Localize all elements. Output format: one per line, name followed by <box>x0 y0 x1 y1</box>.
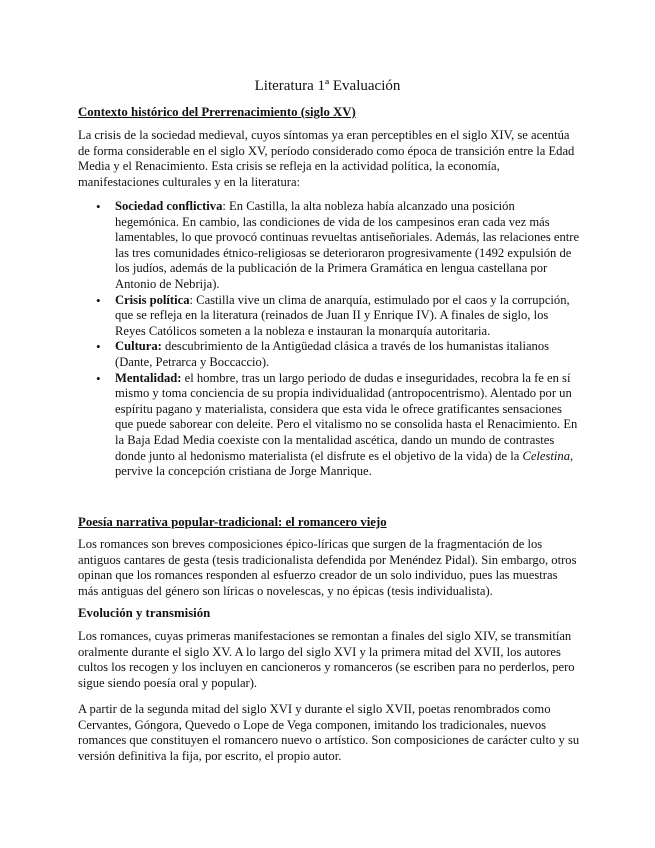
bullet-text: : En Castilla, la alta nobleza había alcanzado una posición hegemónica. En cambio, las condiciones de vida de los campesinos eran cada vez más lamentables, lo que provocó continuas revueltas antiseñoriales. Además, las relaciones entre las tres comunidades étnico-religiosas se deterioraron progresivamente (1492 expulsión de los judíos, además de la publicación de la Primera Gramática en lengua castellana por Antonio de Nebrija). <box>115 199 580 291</box>
evolucion-paragraph-2: A partir de la segunda mitad del siglo XVI y durante el siglo XVII, poetas renombrados como Cervantes, Góngora, Quevedo o Lope de Vega componen, imitando los tradicionales, nuevos romances que constituyen el romancero nuevo o artístico. Son composiciones de carácter culto y su versión definitiva la fija, por escrito, el propio autor. <box>78 702 580 763</box>
bullet-icon: • <box>96 339 101 355</box>
romancero-paragraph: Los romances son breves composiciones épico-líricas que surgen de la fragmentación de los antiguos cantares de gesta (tesis tradicionalista defendida por Menéndez Pidal). Sin embargo, otros opinan que los romances responden al esfuerzo creador de un solo individuo, pues las muestras más antiguas del género son líricas o novelescas, y no épicas (tesis individualista). <box>78 537 577 598</box>
bullet-term: Mentalidad: <box>115 370 182 385</box>
bullet-list <box>78 199 580 480</box>
bullet-text: descubrimiento de la Antigüedad clásica a través de los humanistas italianos (Dante, Petrarca y Boccaccio). <box>115 339 550 369</box>
section-heading-context: Contexto histórico del Prerrenacimiento (siglo XV) <box>78 105 356 119</box>
bullet-text-after: , pervive la concepción cristiana de Jorge Manrique. <box>115 448 574 479</box>
bullet-text: : Castilla vive un clima de anarquía, estimulado por el caos y la corrupción, que se refleja en la literatura (reinados de Juan II y Enrique IV). A finales de siglo, los Reyes Católicos someten a la nobleza e instauran la monarquía autoritaria. <box>115 292 570 338</box>
bullet-item-mentalidad <box>78 371 580 480</box>
intro-paragraph: La crisis de la sociedad medieval, cuyos síntomas ya eran perceptibles en el siglo XIV, se acentúa de forma considerable en el siglo XV, período considerado como época de transición entre la Edad Media y el Renacimiento. Esta crisis se refleja en la actividad política, la economía, manifestaciones culturales y en la literatura: <box>78 128 575 189</box>
bullet-item-cultura <box>78 339 580 370</box>
bullet-term: Cultura: <box>115 339 162 354</box>
section-heading-evolucion: Evolución y transmisión <box>78 606 211 620</box>
section-heading-romancero: Poesía narrativa popular-tradicional: el romancero viejo <box>78 515 387 529</box>
bullet-text: el hombre, tras un largo periodo de dudas e inseguridades, recobra la fe en sí mismo y toma conciencia de su propia individualidad (antropocentrismo). Alentado por un espíritu pagano y materialista, considera que esta vida le ofrece gratificantes sensaciones que puede saborear con deleite. Pero el vitalismo no se consolida hasta el Renacimiento. En la Baja Edad Media coexiste con la mentalidad ascética, dando un mundo de contrastes donde junto al hedonismo materialista (el disfrute es el objetivo de la vida) de la <box>115 370 578 463</box>
bullet-term: Sociedad conflictiva <box>115 199 223 213</box>
bullet-term: Crisis política <box>115 292 190 307</box>
bullet-icon: • <box>96 292 101 308</box>
bullet-item-sociedad <box>78 199 580 293</box>
bullet-text-italic: Celestina <box>522 448 571 463</box>
document-title: Literatura 1ª Evaluación <box>254 78 401 94</box>
bullet-icon: • <box>96 199 101 214</box>
bullet-item-crisis <box>78 293 580 340</box>
evolucion-paragraph-1: Los romances, cuyas primeras manifestaciones se remontan a finales del siglo XIV, se transmitían oralmente durante el siglo XV. A lo largo del siglo XVI y la primera mitad del XVII, los autores cultos los recogen y los incluyen en cancioneros y romanceros (se escriben para no perderlos, pero sigue siendo poesía oral y popular). <box>78 629 575 690</box>
bullet-icon: • <box>96 370 101 386</box>
